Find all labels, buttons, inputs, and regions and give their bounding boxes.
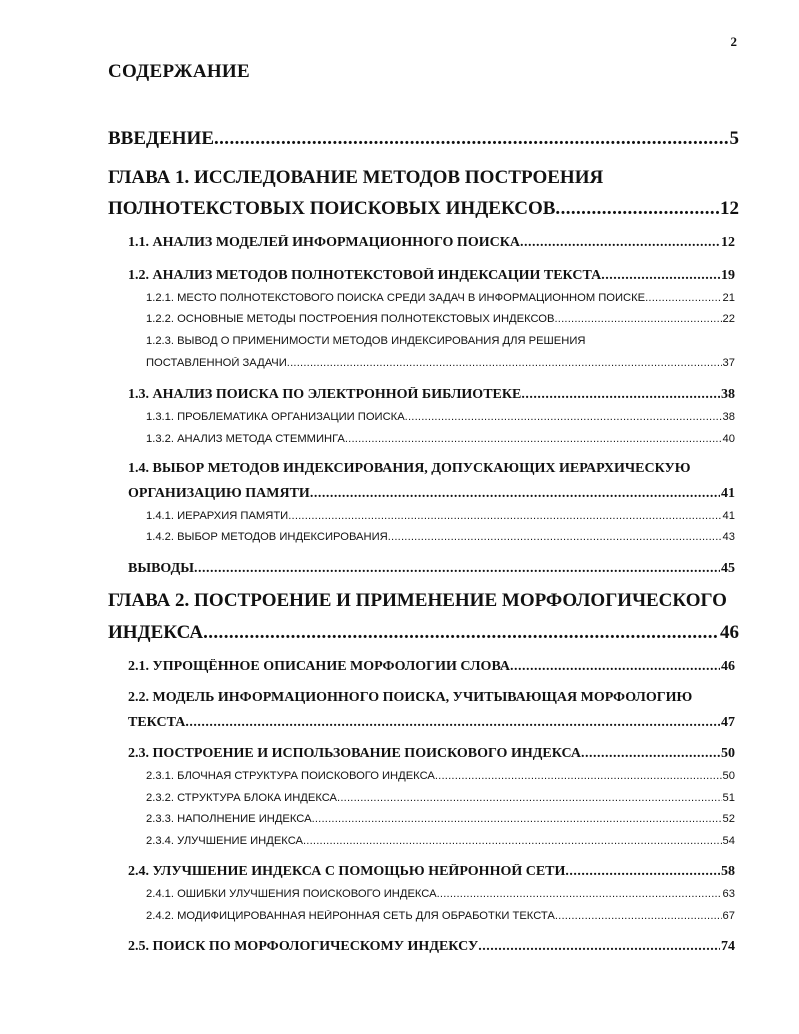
toc-section-2-1[interactable] (128, 659, 735, 675)
toc-subsection-2-4-2[interactable] (146, 910, 735, 922)
dot-leader (203, 622, 719, 644)
dot-leader (581, 746, 720, 762)
toc-entry-page: 38 (721, 387, 735, 402)
toc-entry-page: 43 (722, 531, 735, 543)
dot-leader (478, 939, 720, 955)
dot-leader (521, 387, 720, 403)
toc-subsection-2-4-1[interactable] (146, 888, 735, 900)
toc-entry-page: 21 (722, 292, 735, 304)
toc-entry-page: 19 (721, 268, 735, 283)
toc-entry-title: 2.3.2. СТРУКТУРА БЛОКА ИНДЕКСА (146, 792, 338, 804)
toc-entry-page: 47 (721, 715, 735, 730)
toc-entry-title: 2.3.4. УЛУЧШЕНИЕ ИНДЕКСА (146, 835, 303, 847)
dot-leader (312, 813, 722, 825)
toc-entry-page: 22 (722, 313, 735, 325)
toc-entry-introduction[interactable] (108, 128, 739, 150)
dot-leader (345, 433, 722, 445)
toc-subsection-1-3-1[interactable] (146, 411, 735, 423)
dot-leader (194, 561, 720, 577)
page-title: СОДЕРЖАНИЕ (108, 61, 250, 82)
toc-subsection-2-3-4[interactable] (146, 835, 735, 847)
toc-section-2-5[interactable] (128, 939, 735, 955)
toc-entry-page: 58 (721, 864, 735, 879)
toc-entry-page: 45 (721, 561, 735, 576)
dot-leader (435, 770, 722, 782)
toc-entry-title: 1.2. АНАЛИЗ МЕТОДОВ ПОЛНОТЕКСТОВОЙ ИНДЕКСАЦИИ ТЕКСТА (128, 268, 602, 283)
toc-section-1-4-line1[interactable]: 1.4. ВЫБОР МЕТОДОВ ИНДЕКСИРОВАНИЯ, ДОПУСКАЮЩИХ ИЕРАРХИЧЕСКУЮ (128, 461, 691, 476)
toc-entry-page: 74 (721, 939, 735, 954)
toc-entry-title: 1.2.1. МЕСТО ПОЛНОТЕКСТОВОГО ПОИСКА СРЕДИ ЗАДАЧ В ИНФОРМАЦИОННОМ ПОИСКЕ (146, 292, 646, 304)
toc-subsection-2-3-1[interactable] (146, 770, 735, 782)
dot-leader (337, 792, 722, 804)
dot-leader (405, 411, 722, 423)
toc-entry-page: 50 (722, 770, 735, 782)
dot-leader (520, 235, 720, 251)
toc-entry-page: 46 (720, 622, 739, 643)
toc-entry-title: ИНДЕКСА (108, 622, 204, 643)
toc-conclusions[interactable] (128, 561, 735, 577)
toc-entry-title: 1.3.1. ПРОБЛЕМАТИКА ОРГАНИЗАЦИИ ПОИСКА (146, 411, 405, 423)
toc-subsection-1-4-1[interactable] (146, 510, 735, 522)
toc-entry-title: ПОЛНОТЕКСТОВЫХ ПОИСКОВЫХ ИНДЕКСОВ (108, 198, 556, 219)
toc-subsection-2-3-3[interactable] (146, 813, 735, 825)
toc-entry-page: 46 (721, 659, 735, 674)
toc-entry-title: 1.1. АНАЛИЗ МОДЕЛЕЙ ИНФОРМАЦИОННОГО ПОИСКА (128, 235, 520, 250)
toc-section-1-3[interactable] (128, 387, 735, 403)
toc-entry-page: 51 (722, 792, 735, 804)
toc-subsection-1-2-2[interactable] (146, 313, 735, 325)
toc-entry-title: 1.3. АНАЛИЗ ПОИСКА ПО ЭЛЕКТРОННОЙ БИБЛИОТЕКЕ (128, 387, 522, 402)
toc-entry-page: 41 (722, 510, 735, 522)
toc-entry-title: 1.3.2. АНАЛИЗ МЕТОДА СТЕММИНГА (146, 433, 345, 445)
dot-leader (565, 864, 720, 880)
toc-section-1-2[interactable] (128, 268, 735, 284)
toc-subsection-1-2-3[interactable] (146, 357, 735, 369)
toc-chapter-1[interactable] (108, 198, 739, 220)
toc-section-2-4[interactable] (128, 864, 735, 880)
page-number: 2 (730, 34, 737, 49)
toc-entry-page: 50 (721, 746, 735, 761)
toc-section-1-1[interactable] (128, 235, 735, 251)
toc-entry-title: ПОСТАВЛЕННОЙ ЗАДАЧИ (146, 357, 287, 369)
toc-entry-page: 40 (722, 433, 735, 445)
dot-leader (185, 715, 720, 731)
toc-section-1-4[interactable] (128, 486, 735, 502)
dot-leader (601, 268, 720, 284)
dot-leader (288, 510, 721, 522)
dot-leader (510, 659, 720, 675)
dot-leader (310, 486, 720, 502)
toc-entry-page: 38 (722, 411, 735, 423)
toc-entry-title: 1.4.2. ВЫБОР МЕТОДОВ ИНДЕКСИРОВАНИЯ (146, 531, 388, 543)
dot-leader (645, 292, 721, 304)
toc-section-2-2-line1[interactable]: 2.2. МОДЕЛЬ ИНФОРМАЦИОННОГО ПОИСКА, УЧИТЫВАЮЩАЯ МОРФОЛОГИЮ (128, 690, 693, 705)
toc-entry-page: 41 (721, 486, 735, 501)
toc-entry-page: 52 (722, 813, 735, 825)
dot-leader (555, 198, 719, 220)
toc-subsection-2-3-2[interactable] (146, 792, 735, 804)
dot-leader (388, 531, 722, 543)
toc-entry-title: 2.5. ПОИСК ПО МОРФОЛОГИЧЕСКОМУ ИНДЕКСУ (128, 939, 479, 954)
toc-entry-title: 1.2.2. ОСНОВНЫЕ МЕТОДЫ ПОСТРОЕНИЯ ПОЛНОТЕКСТОВЫХ ИНДЕКСОВ (146, 313, 555, 325)
toc-subsection-1-4-2[interactable] (146, 531, 735, 543)
dot-leader (554, 313, 721, 325)
toc-entry-page: 54 (722, 835, 735, 847)
toc-entry-title: 2.4. УЛУЧШЕНИЕ ИНДЕКСА С ПОМОЩЬЮ НЕЙРОННОЙ СЕТИ (128, 864, 566, 879)
toc-entry-title: ВВЕДЕНИЕ (108, 128, 214, 149)
toc-entry-page: 63 (722, 888, 735, 900)
toc-subsection-1-2-3-line1[interactable]: 1.2.3. ВЫВОД О ПРИМЕНИМОСТИ МЕТОДОВ ИНДЕКСИРОВАНИЯ ДЛЯ РЕШЕНИЯ (146, 335, 586, 347)
dot-leader (214, 128, 729, 150)
toc-chapter-2-line1[interactable]: ГЛАВА 2. ПОСТРОЕНИЕ И ПРИМЕНЕНИЕ МОРФОЛОГИЧЕСКОГО (108, 590, 727, 611)
dot-leader (287, 357, 722, 369)
toc-subsection-1-3-2[interactable] (146, 433, 735, 445)
toc-section-2-3[interactable] (128, 746, 735, 762)
dot-leader (303, 835, 722, 847)
dot-leader (437, 888, 722, 900)
toc-entry-title: 2.4.2. МОДИФИЦИРОВАННАЯ НЕЙРОННАЯ СЕТЬ ДЛЯ ОБРАБОТКИ ТЕКСТА (146, 910, 555, 922)
toc-entry-page: 37 (722, 357, 735, 369)
toc-entry-title: ОРГАНИЗАЦИЮ ПАМЯТИ (128, 486, 310, 501)
toc-section-2-2[interactable] (128, 715, 735, 731)
toc-entry-page: 12 (720, 198, 739, 219)
toc-entry-title: ВЫВОДЫ (128, 561, 194, 576)
toc-entry-title: 1.4.1. ИЕРАРХИЯ ПАМЯТИ (146, 510, 289, 522)
toc-entry-title: 2.3. ПОСТРОЕНИЕ И ИСПОЛЬЗОВАНИЕ ПОИСКОВОГО ИНДЕКСА (128, 746, 582, 761)
toc-subsection-1-2-1[interactable] (146, 292, 735, 304)
toc-entry-page: 67 (722, 910, 735, 922)
toc-entry-title: 2.4.1. ОШИБКИ УЛУЧШЕНИЯ ПОИСКОВОГО ИНДЕКСА (146, 888, 437, 900)
toc-entry-title: 2.3.1. БЛОЧНАЯ СТРУКТУРА ПОИСКОВОГО ИНДЕКСА (146, 770, 435, 782)
toc-entry-page: 12 (721, 235, 735, 250)
toc-entry-title: ТЕКСТА (128, 715, 186, 730)
toc-chapter-2[interactable] (108, 622, 739, 644)
toc-chapter-1-line1[interactable]: ГЛАВА 1. ИССЛЕДОВАНИЕ МЕТОДОВ ПОСТРОЕНИЯ (108, 167, 604, 188)
toc-entry-title: 2.3.3. НАПОЛНЕНИЕ ИНДЕКСА (146, 813, 312, 825)
toc-entry-page: 5 (729, 128, 739, 149)
dot-leader (555, 910, 722, 922)
toc-entry-title: 2.1. УПРОЩЁННОЕ ОПИСАНИЕ МОРФОЛОГИИ СЛОВА (128, 659, 511, 674)
